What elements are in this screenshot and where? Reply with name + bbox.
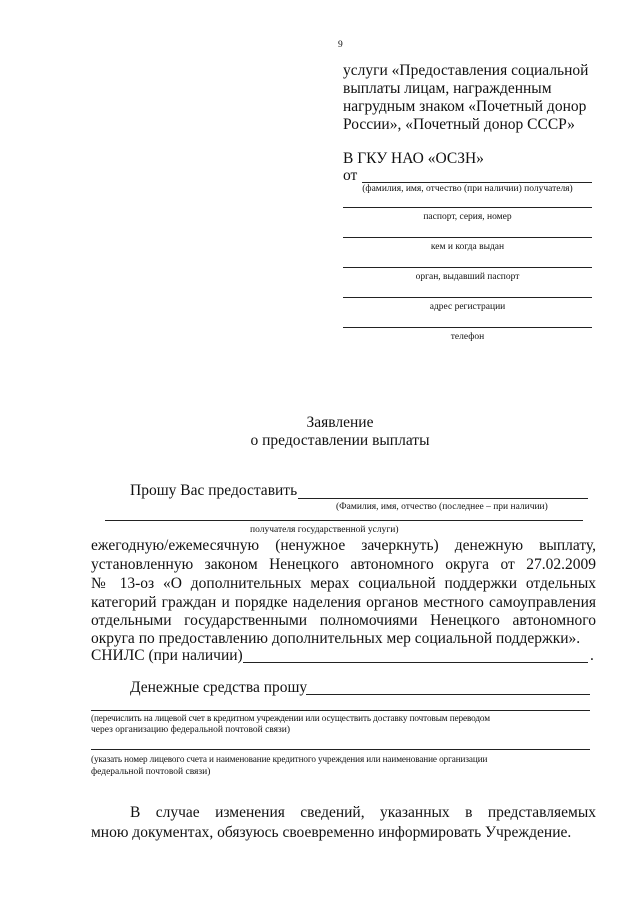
closing-line-2: мною документах, обязуюсь своевременно информировать Учреждение. xyxy=(91,824,572,841)
body-line: округа по предоставлению дополнительных мер социальной поддержки». xyxy=(91,630,581,647)
account-caption-1: (указать номер лицевого счета и наименование кредитного учреждения или наименование организации xyxy=(91,754,488,764)
passport-caption: паспорт, серия, номер xyxy=(423,212,512,222)
request-label: Прошу Вас предоставить xyxy=(130,482,298,499)
document-title: Заявление xyxy=(306,414,374,431)
page-number: 9 xyxy=(338,40,343,50)
fio-field-line[interactable] xyxy=(362,182,592,183)
snils-label: СНИЛС (при наличии) xyxy=(91,647,243,664)
issued-field-line[interactable] xyxy=(343,237,592,238)
body-line: ежегодную/ежемесячную (ненужное зачеркнуть) денежную выплату, xyxy=(91,537,596,554)
funds-field-line[interactable] xyxy=(306,694,590,695)
organ-caption: орган, выдавший паспорт xyxy=(415,272,520,282)
phone-caption: телефон xyxy=(450,332,485,342)
organ-field-line[interactable] xyxy=(343,267,592,268)
snils-field-line[interactable] xyxy=(243,662,588,663)
from-label: от xyxy=(343,167,358,184)
recipient-name: В ГКУ НАО «ОСЗН» xyxy=(343,150,484,167)
address-field-line[interactable] xyxy=(343,297,592,298)
request-caption-1: (Фамилия, имя, отчество (последнее – при наличии) xyxy=(336,502,548,512)
body-line: установленную законом Ненецкого автономного округа от 27.02.2009 xyxy=(91,556,596,573)
body-line: № 13-оз «О дополнительных мерах социальной поддержки отдельных xyxy=(91,575,596,592)
issued-caption: кем и когда выдан xyxy=(430,242,505,252)
header-line: нагрудным знаком «Почетный донор xyxy=(343,98,587,115)
funds-caption-1: (перечислить на лицевой счет в кредитном учреждении или осуществить доставку почтовым переводом xyxy=(91,713,490,723)
funds-field-line-2[interactable] xyxy=(91,710,590,711)
request-caption-2: получателя государственной услуги) xyxy=(250,525,399,535)
closing-line-1: В случае изменения сведений, указанных в представляемых xyxy=(130,804,596,821)
address-caption: адрес регистрации xyxy=(429,302,506,312)
passport-field-line[interactable] xyxy=(343,207,592,208)
header-line: выплаты лицам, награжденным xyxy=(343,80,552,97)
document-subtitle: о предоставлении выплаты xyxy=(250,432,430,449)
account-caption-1b: федеральной почтовой связи) xyxy=(91,767,211,777)
body-line: категорий граждан и порядке наделения органов местного самоуправления xyxy=(91,594,596,611)
header-line: услуги «Предоставления социальной xyxy=(343,62,589,79)
funds-caption-1b: через организацию федеральной почтовой связи) xyxy=(91,725,291,735)
request-name-line[interactable] xyxy=(298,498,588,499)
header-line: России», «Почетный донор СССР» xyxy=(343,116,575,133)
body-line: отдельными государственными полномочиями Ненецкого автономного xyxy=(91,612,596,629)
account-field-line[interactable] xyxy=(91,749,590,750)
fio-caption: (фамилия, имя, отчество (при наличии) получателя) xyxy=(362,184,573,194)
request-name-line-2[interactable] xyxy=(105,520,583,521)
funds-label: Денежные средства прошу xyxy=(130,679,308,696)
phone-field-line[interactable] xyxy=(343,327,592,328)
snils-end: . xyxy=(590,647,594,664)
